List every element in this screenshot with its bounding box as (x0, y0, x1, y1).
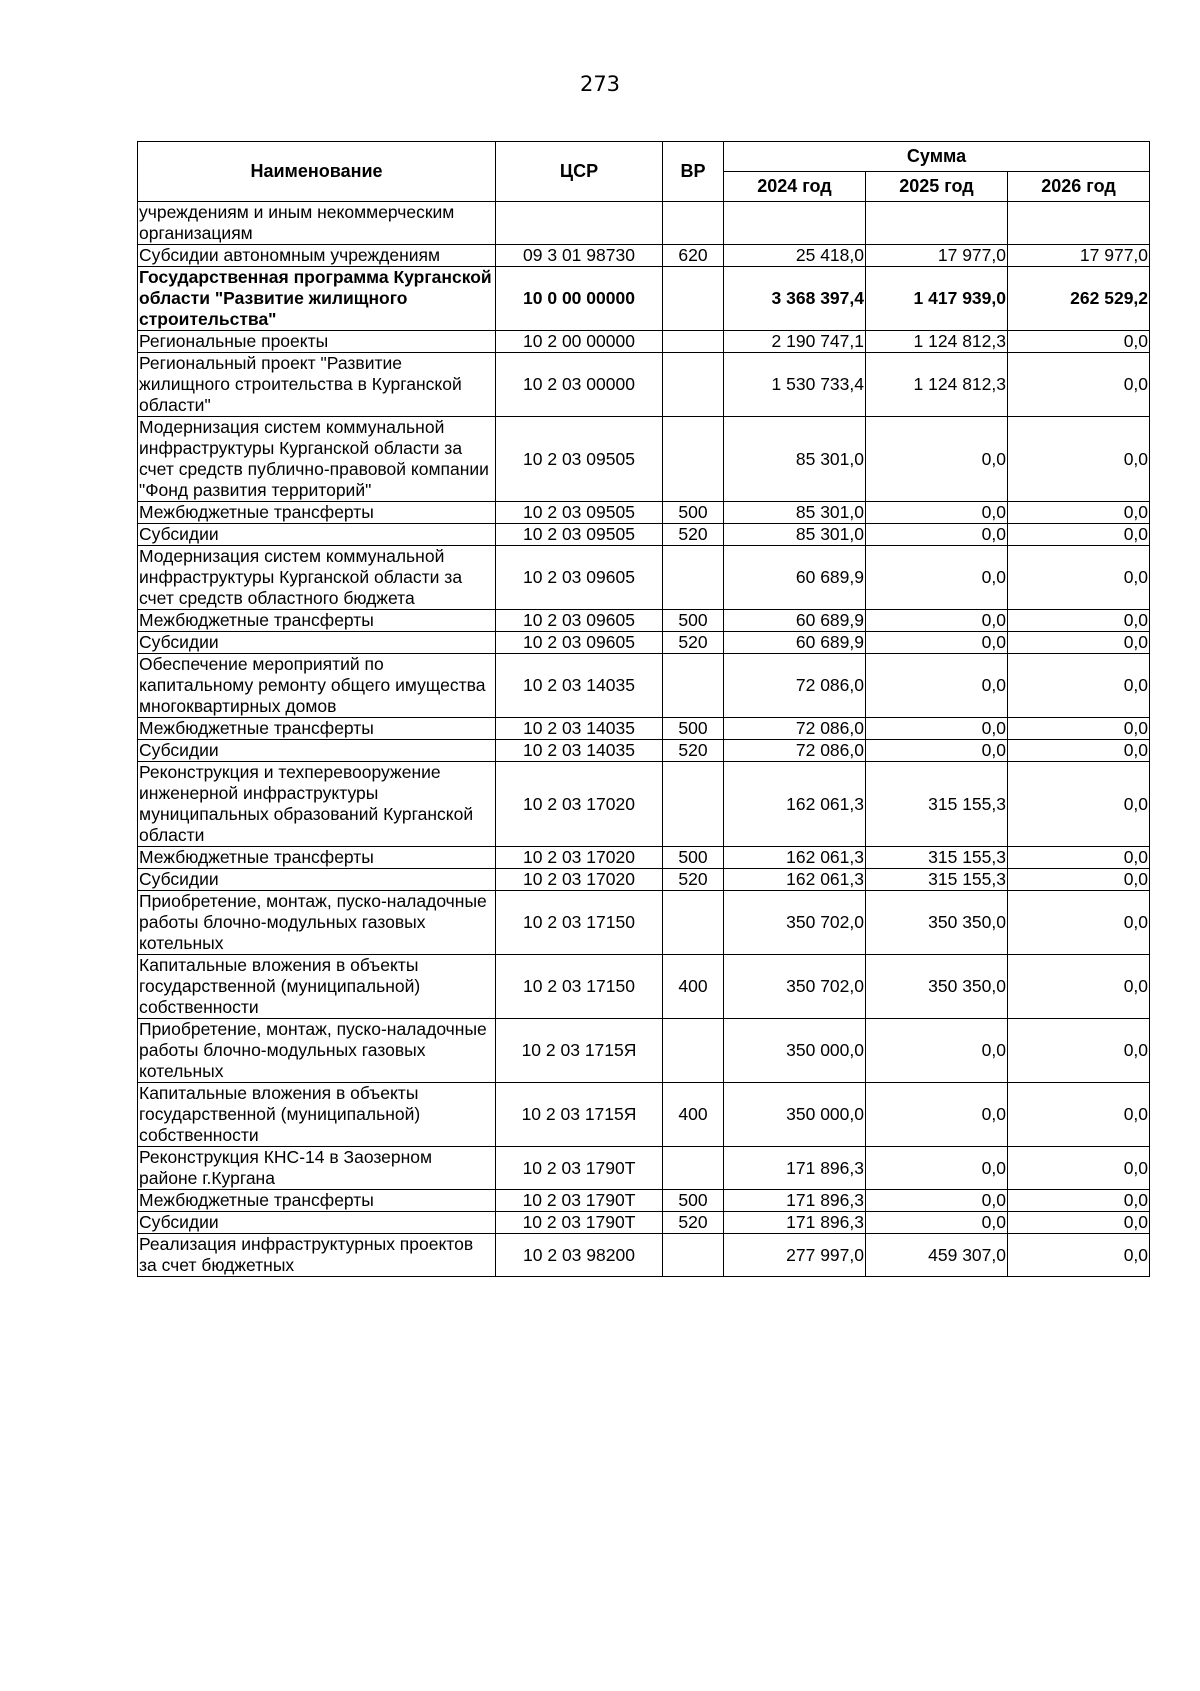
cell-name: Государственная программа Курганской области "Развитие жилищного строительства" (138, 267, 496, 331)
cell-2026 (1008, 202, 1150, 245)
cell-2025 (866, 202, 1008, 245)
header-2025: 2025 год (866, 172, 1008, 202)
table-row (138, 546, 1150, 610)
cell-2025: 1 124 812,3 (866, 353, 1008, 417)
cell-2026: 0,0 (1008, 1234, 1150, 1277)
cell-2024: 2 190 747,1 (724, 331, 866, 353)
cell-2024: 85 301,0 (724, 417, 866, 502)
cell-vr (663, 353, 724, 417)
cell-csr: 10 2 03 1715Я (496, 1019, 663, 1083)
table-row (138, 524, 1150, 546)
cell-name: учреждениям и иным некоммерческим организациям (138, 202, 496, 245)
table-row (138, 847, 1150, 869)
cell-vr: 620 (663, 245, 724, 267)
cell-csr: 10 2 03 17150 (496, 891, 663, 955)
cell-csr: 10 0 00 00000 (496, 267, 663, 331)
table-row (138, 718, 1150, 740)
cell-2025: 0,0 (866, 718, 1008, 740)
cell-name: Приобретение, монтаж, пуско-наладочные работы блочно-модульных газовых котельных (138, 891, 496, 955)
cell-2025: 0,0 (866, 1019, 1008, 1083)
cell-2026: 0,0 (1008, 955, 1150, 1019)
cell-2026: 0,0 (1008, 524, 1150, 546)
cell-csr: 10 2 03 1715Я (496, 1083, 663, 1147)
cell-2025: 0,0 (866, 1212, 1008, 1234)
cell-2024: 3 368 397,4 (724, 267, 866, 331)
cell-2025: 0,0 (866, 1190, 1008, 1212)
table-row (138, 955, 1150, 1019)
cell-vr (663, 267, 724, 331)
cell-vr: 520 (663, 1212, 724, 1234)
cell-2026: 0,0 (1008, 847, 1150, 869)
cell-2025: 0,0 (866, 1083, 1008, 1147)
cell-vr (663, 546, 724, 610)
cell-name: Межбюджетные трансферты (138, 1190, 496, 1212)
cell-vr (663, 762, 724, 847)
cell-name: Субсидии (138, 869, 496, 891)
cell-vr (663, 1234, 724, 1277)
cell-2025: 350 350,0 (866, 955, 1008, 1019)
cell-vr: 520 (663, 869, 724, 891)
cell-2026: 262 529,2 (1008, 267, 1150, 331)
cell-name: Межбюджетные трансферты (138, 847, 496, 869)
cell-csr: 09 3 01 98730 (496, 245, 663, 267)
cell-2024: 25 418,0 (724, 245, 866, 267)
cell-2025: 0,0 (866, 1147, 1008, 1190)
cell-name: Субсидии (138, 632, 496, 654)
table-row (138, 654, 1150, 718)
cell-name: Реконструкция и техперевооружение инженерной инфраструктуры муниципальных образований Курганской области (138, 762, 496, 847)
header-2024: 2024 год (724, 172, 866, 202)
cell-csr: 10 2 03 14035 (496, 740, 663, 762)
cell-2024: 277 997,0 (724, 1234, 866, 1277)
cell-2026: 0,0 (1008, 762, 1150, 847)
cell-2025: 350 350,0 (866, 891, 1008, 955)
cell-2025: 0,0 (866, 524, 1008, 546)
cell-csr: 10 2 03 09605 (496, 632, 663, 654)
cell-2024: 162 061,3 (724, 869, 866, 891)
cell-csr (496, 202, 663, 245)
cell-vr: 400 (663, 1083, 724, 1147)
cell-2026: 0,0 (1008, 417, 1150, 502)
cell-2024: 171 896,3 (724, 1212, 866, 1234)
cell-vr (663, 202, 724, 245)
cell-2025: 0,0 (866, 632, 1008, 654)
table-row (138, 502, 1150, 524)
cell-name: Субсидии (138, 740, 496, 762)
table-row (138, 353, 1150, 417)
cell-vr (663, 417, 724, 502)
cell-2025: 0,0 (866, 502, 1008, 524)
cell-2025: 1 124 812,3 (866, 331, 1008, 353)
cell-2026: 0,0 (1008, 353, 1150, 417)
cell-csr: 10 2 03 17150 (496, 955, 663, 1019)
cell-vr: 500 (663, 610, 724, 632)
cell-name: Субсидии (138, 1212, 496, 1234)
cell-name: Обеспечение мероприятий по капитальному ремонту общего имущества многоквартирных домов (138, 654, 496, 718)
cell-2024: 60 689,9 (724, 546, 866, 610)
cell-2026: 0,0 (1008, 610, 1150, 632)
cell-2024: 85 301,0 (724, 502, 866, 524)
table-row (138, 417, 1150, 502)
table-row (138, 1212, 1150, 1234)
table-row (138, 891, 1150, 955)
cell-name: Субсидии автономным учреждениям (138, 245, 496, 267)
cell-2026: 0,0 (1008, 502, 1150, 524)
cell-2026: 0,0 (1008, 718, 1150, 740)
cell-csr: 10 2 03 09605 (496, 546, 663, 610)
cell-vr: 500 (663, 502, 724, 524)
table-row (138, 331, 1150, 353)
cell-vr (663, 1019, 724, 1083)
cell-2026: 0,0 (1008, 331, 1150, 353)
cell-2025: 0,0 (866, 546, 1008, 610)
cell-name: Реализация инфраструктурных проектов за счет бюджетных (138, 1234, 496, 1277)
cell-2024: 1 530 733,4 (724, 353, 866, 417)
table-row (138, 1234, 1150, 1277)
cell-2025: 0,0 (866, 417, 1008, 502)
cell-name: Межбюджетные трансферты (138, 718, 496, 740)
cell-csr: 10 2 03 09505 (496, 502, 663, 524)
cell-name: Региональные проекты (138, 331, 496, 353)
table-row (138, 245, 1150, 267)
cell-name: Модернизация систем коммунальной инфраструктуры Курганской области за счет средств публично-правовой компании "Фонд развития территорий" (138, 417, 496, 502)
cell-csr: 10 2 03 09605 (496, 610, 663, 632)
cell-name: Капитальные вложения в объекты государственной (муниципальной) собственности (138, 955, 496, 1019)
cell-2024: 72 086,0 (724, 740, 866, 762)
cell-2026: 0,0 (1008, 546, 1150, 610)
cell-vr: 520 (663, 740, 724, 762)
cell-2024 (724, 202, 866, 245)
cell-vr (663, 891, 724, 955)
cell-vr (663, 1147, 724, 1190)
cell-name: Межбюджетные трансферты (138, 502, 496, 524)
cell-2024: 162 061,3 (724, 762, 866, 847)
cell-2026: 0,0 (1008, 1212, 1150, 1234)
cell-csr: 10 2 03 00000 (496, 353, 663, 417)
cell-name: Субсидии (138, 524, 496, 546)
cell-2024: 72 086,0 (724, 654, 866, 718)
cell-2026: 0,0 (1008, 891, 1150, 955)
cell-2026: 0,0 (1008, 740, 1150, 762)
cell-2024: 60 689,9 (724, 610, 866, 632)
table-row (138, 1190, 1150, 1212)
cell-2025: 315 155,3 (866, 847, 1008, 869)
cell-csr: 10 2 03 09505 (496, 417, 663, 502)
cell-2026: 17 977,0 (1008, 245, 1150, 267)
cell-name: Региональный проект "Развитие жилищного строительства в Курганской области" (138, 353, 496, 417)
cell-name: Межбюджетные трансферты (138, 610, 496, 632)
header-2026: 2026 год (1008, 172, 1150, 202)
cell-2025: 315 155,3 (866, 762, 1008, 847)
table-row (138, 202, 1150, 245)
cell-2026: 0,0 (1008, 869, 1150, 891)
table-row (138, 1083, 1150, 1147)
cell-vr (663, 654, 724, 718)
header-sum: Сумма (724, 142, 1150, 172)
cell-2026: 0,0 (1008, 632, 1150, 654)
cell-csr: 10 2 03 17020 (496, 869, 663, 891)
cell-csr: 10 2 03 14035 (496, 718, 663, 740)
header-vr: ВР (663, 142, 724, 202)
table-row (138, 869, 1150, 891)
cell-2025: 0,0 (866, 610, 1008, 632)
cell-2024: 60 689,9 (724, 632, 866, 654)
cell-vr: 500 (663, 847, 724, 869)
cell-vr (663, 331, 724, 353)
cell-vr: 500 (663, 1190, 724, 1212)
cell-2024: 171 896,3 (724, 1147, 866, 1190)
table-row (138, 632, 1150, 654)
cell-csr: 10 2 03 09505 (496, 524, 663, 546)
cell-2025: 17 977,0 (866, 245, 1008, 267)
table-row (138, 1147, 1150, 1190)
table-row (138, 610, 1150, 632)
cell-name: Приобретение, монтаж, пуско-наладочные работы блочно-модульных газовых котельных (138, 1019, 496, 1083)
cell-2025: 0,0 (866, 654, 1008, 718)
cell-name: Модернизация систем коммунальной инфраструктуры Курганской области за счет средств областного бюджета (138, 546, 496, 610)
cell-vr: 400 (663, 955, 724, 1019)
cell-2024: 350 702,0 (724, 891, 866, 955)
cell-2026: 0,0 (1008, 1083, 1150, 1147)
header-csr: ЦСР (496, 142, 663, 202)
cell-csr: 10 2 03 1790Т (496, 1212, 663, 1234)
header-name: Наименование (138, 142, 496, 202)
cell-2026: 0,0 (1008, 654, 1150, 718)
cell-csr: 10 2 03 1790Т (496, 1147, 663, 1190)
table-row (138, 762, 1150, 847)
cell-csr: 10 2 03 98200 (496, 1234, 663, 1277)
cell-vr: 500 (663, 718, 724, 740)
budget-table (137, 141, 1150, 1277)
cell-vr: 520 (663, 632, 724, 654)
cell-vr: 520 (663, 524, 724, 546)
cell-2024: 350 000,0 (724, 1083, 866, 1147)
cell-2024: 350 702,0 (724, 955, 866, 1019)
cell-csr: 10 2 03 17020 (496, 762, 663, 847)
table-row (138, 740, 1150, 762)
cell-name: Капитальные вложения в объекты государственной (муниципальной) собственности (138, 1083, 496, 1147)
table-row (138, 267, 1150, 331)
cell-2026: 0,0 (1008, 1190, 1150, 1212)
page-number: 273 (579, 72, 621, 96)
table-row (138, 1019, 1150, 1083)
cell-2024: 85 301,0 (724, 524, 866, 546)
cell-csr: 10 2 00 00000 (496, 331, 663, 353)
cell-2024: 72 086,0 (724, 718, 866, 740)
cell-2026: 0,0 (1008, 1019, 1150, 1083)
cell-2026: 0,0 (1008, 1147, 1150, 1190)
cell-csr: 10 2 03 14035 (496, 654, 663, 718)
cell-2024: 350 000,0 (724, 1019, 866, 1083)
cell-csr: 10 2 03 17020 (496, 847, 663, 869)
cell-2025: 315 155,3 (866, 869, 1008, 891)
table-body (138, 202, 1150, 1277)
cell-2024: 171 896,3 (724, 1190, 866, 1212)
cell-2024: 162 061,3 (724, 847, 866, 869)
cell-2025: 459 307,0 (866, 1234, 1008, 1277)
cell-2025: 1 417 939,0 (866, 267, 1008, 331)
cell-csr: 10 2 03 1790Т (496, 1190, 663, 1212)
cell-name: Реконструкция КНС-14 в Заозерном районе г.Кургана (138, 1147, 496, 1190)
cell-2025: 0,0 (866, 740, 1008, 762)
